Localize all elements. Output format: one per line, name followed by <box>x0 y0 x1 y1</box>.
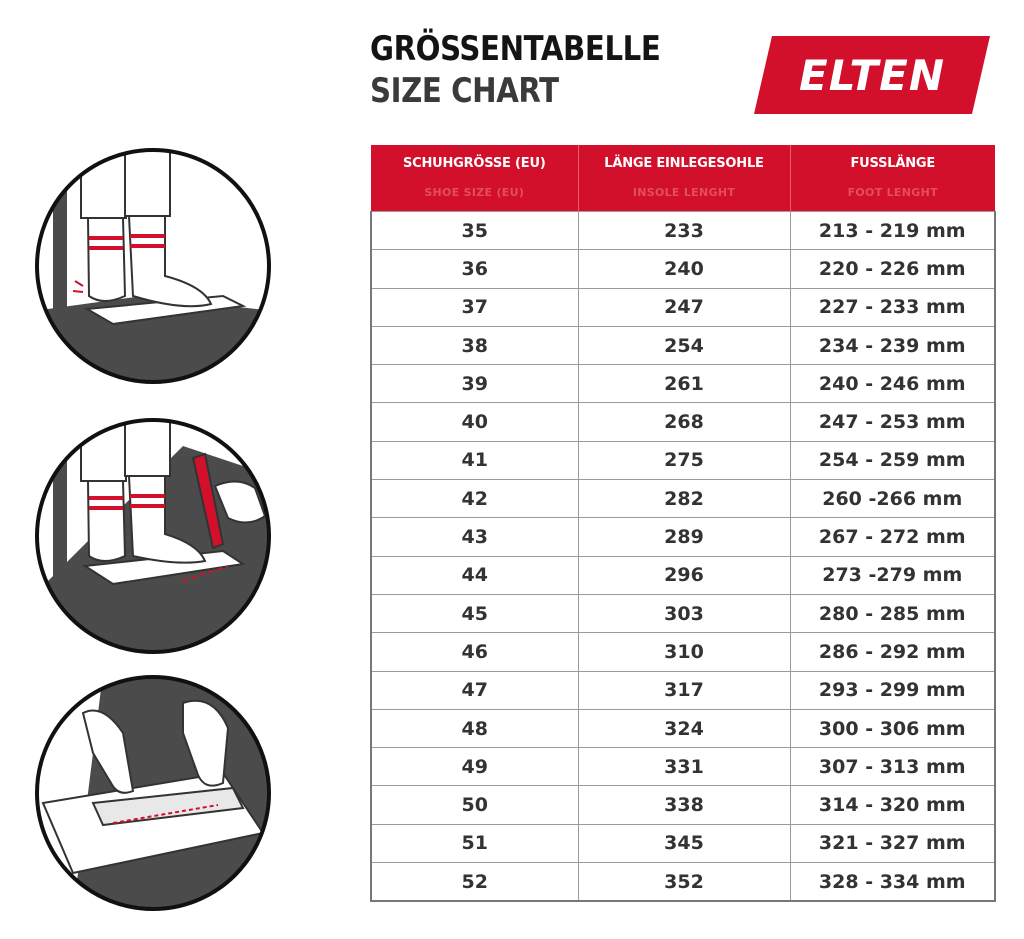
cell-shoe-size: 49 <box>371 748 578 786</box>
cell-foot-length: 213 - 219 mm <box>790 212 995 250</box>
sock-left <box>88 481 125 561</box>
cell-foot-length: 247 - 253 mm <box>790 403 995 441</box>
cell-shoe-size: 46 <box>371 633 578 671</box>
cell-foot-length: 254 - 259 mm <box>790 441 995 479</box>
table-row <box>371 594 995 632</box>
column-label: FUSSLÄNGE <box>850 156 936 171</box>
table-row <box>371 556 995 594</box>
cell-insole-length: 303 <box>578 594 790 632</box>
cell-shoe-size: 40 <box>371 403 578 441</box>
cell-foot-length: 240 - 246 mm <box>790 365 995 403</box>
table-row <box>371 326 995 364</box>
table-row <box>371 288 995 326</box>
cell-foot-length: 273 -279 mm <box>790 556 995 594</box>
cell-shoe-size: 35 <box>371 212 578 250</box>
cell-insole-length: 352 <box>578 863 790 902</box>
cell-shoe-size: 37 <box>371 288 578 326</box>
logo-text: ELTEN <box>799 51 945 100</box>
column-sublabel: INSOLE LENGHT <box>632 186 736 199</box>
wall <box>53 416 67 596</box>
cell-insole-length: 317 <box>578 671 790 709</box>
column-label: LÄNGE EINLEGESOHLE <box>604 156 764 171</box>
table-row <box>371 212 995 250</box>
table-row <box>371 633 995 671</box>
table-header-row <box>371 145 995 212</box>
cell-insole-length: 282 <box>578 480 790 518</box>
column-label: SCHUHGRÖSSE (EU) <box>402 156 546 171</box>
cell-shoe-size: 42 <box>371 480 578 518</box>
cell-insole-length: 331 <box>578 748 790 786</box>
cell-foot-length: 227 - 233 mm <box>790 288 995 326</box>
cell-foot-length: 293 - 299 mm <box>790 671 995 709</box>
cell-shoe-size: 48 <box>371 709 578 747</box>
cell-shoe-size: 50 <box>371 786 578 824</box>
cell-shoe-size: 43 <box>371 518 578 556</box>
table-row <box>371 863 995 902</box>
table-row <box>371 824 995 862</box>
cell-insole-length: 261 <box>578 365 790 403</box>
cell-shoe-size: 44 <box>371 556 578 594</box>
cell-insole-length: 233 <box>578 212 790 250</box>
column-header-foot-length <box>790 145 995 212</box>
cell-insole-length: 324 <box>578 709 790 747</box>
cell-foot-length: 280 - 285 mm <box>790 594 995 632</box>
column-sublabel: SHOE SIZE (EU) <box>424 186 525 199</box>
column-header-shoe-size <box>371 145 578 212</box>
cell-insole-length: 296 <box>578 556 790 594</box>
cell-insole-length: 254 <box>578 326 790 364</box>
column-sublabel: FOOT LENGHT <box>847 186 938 199</box>
sock-left <box>88 218 125 301</box>
table-row <box>371 365 995 403</box>
cell-shoe-size: 39 <box>371 365 578 403</box>
table-row <box>371 403 995 441</box>
cell-foot-length: 286 - 292 mm <box>790 633 995 671</box>
title-block <box>370 28 708 112</box>
cell-shoe-size: 47 <box>371 671 578 709</box>
cell-insole-length: 338 <box>578 786 790 824</box>
cell-insole-length: 345 <box>578 824 790 862</box>
table-row <box>371 480 995 518</box>
table-row <box>371 441 995 479</box>
cell-insole-length: 310 <box>578 633 790 671</box>
step-2-illustration <box>33 416 273 656</box>
cell-shoe-size: 36 <box>371 250 578 288</box>
step-3-illustration <box>33 673 273 913</box>
page-title-de: GRÖSSENTABELLE <box>370 29 661 69</box>
table-row <box>371 709 995 747</box>
cell-shoe-size: 52 <box>371 863 578 902</box>
table-row <box>371 748 995 786</box>
cell-insole-length: 247 <box>578 288 790 326</box>
cell-foot-length: 300 - 306 mm <box>790 709 995 747</box>
cell-foot-length: 220 - 226 mm <box>790 250 995 288</box>
column-header-insole-length <box>578 145 790 212</box>
cell-foot-length: 260 -266 mm <box>790 480 995 518</box>
table-row <box>371 518 995 556</box>
cell-insole-length: 240 <box>578 250 790 288</box>
page-title-en: SIZE CHART <box>370 71 559 111</box>
table-row <box>371 786 995 824</box>
step-1-illustration <box>33 146 273 386</box>
cell-foot-length: 267 - 272 mm <box>790 518 995 556</box>
wall <box>53 146 67 326</box>
cell-insole-length: 289 <box>578 518 790 556</box>
size-table <box>370 145 996 902</box>
cell-foot-length: 307 - 313 mm <box>790 748 995 786</box>
cell-shoe-size: 41 <box>371 441 578 479</box>
cell-foot-length: 234 - 239 mm <box>790 326 995 364</box>
cell-foot-length: 314 - 320 mm <box>790 786 995 824</box>
cell-foot-length: 328 - 334 mm <box>790 863 995 902</box>
size-table-container <box>370 145 994 902</box>
elten-logo <box>754 36 990 114</box>
cell-shoe-size: 45 <box>371 594 578 632</box>
cell-shoe-size: 38 <box>371 326 578 364</box>
cell-shoe-size: 51 <box>371 824 578 862</box>
table-row <box>371 250 995 288</box>
table-row <box>371 671 995 709</box>
cell-insole-length: 268 <box>578 403 790 441</box>
cell-insole-length: 275 <box>578 441 790 479</box>
cell-foot-length: 321 - 327 mm <box>790 824 995 862</box>
